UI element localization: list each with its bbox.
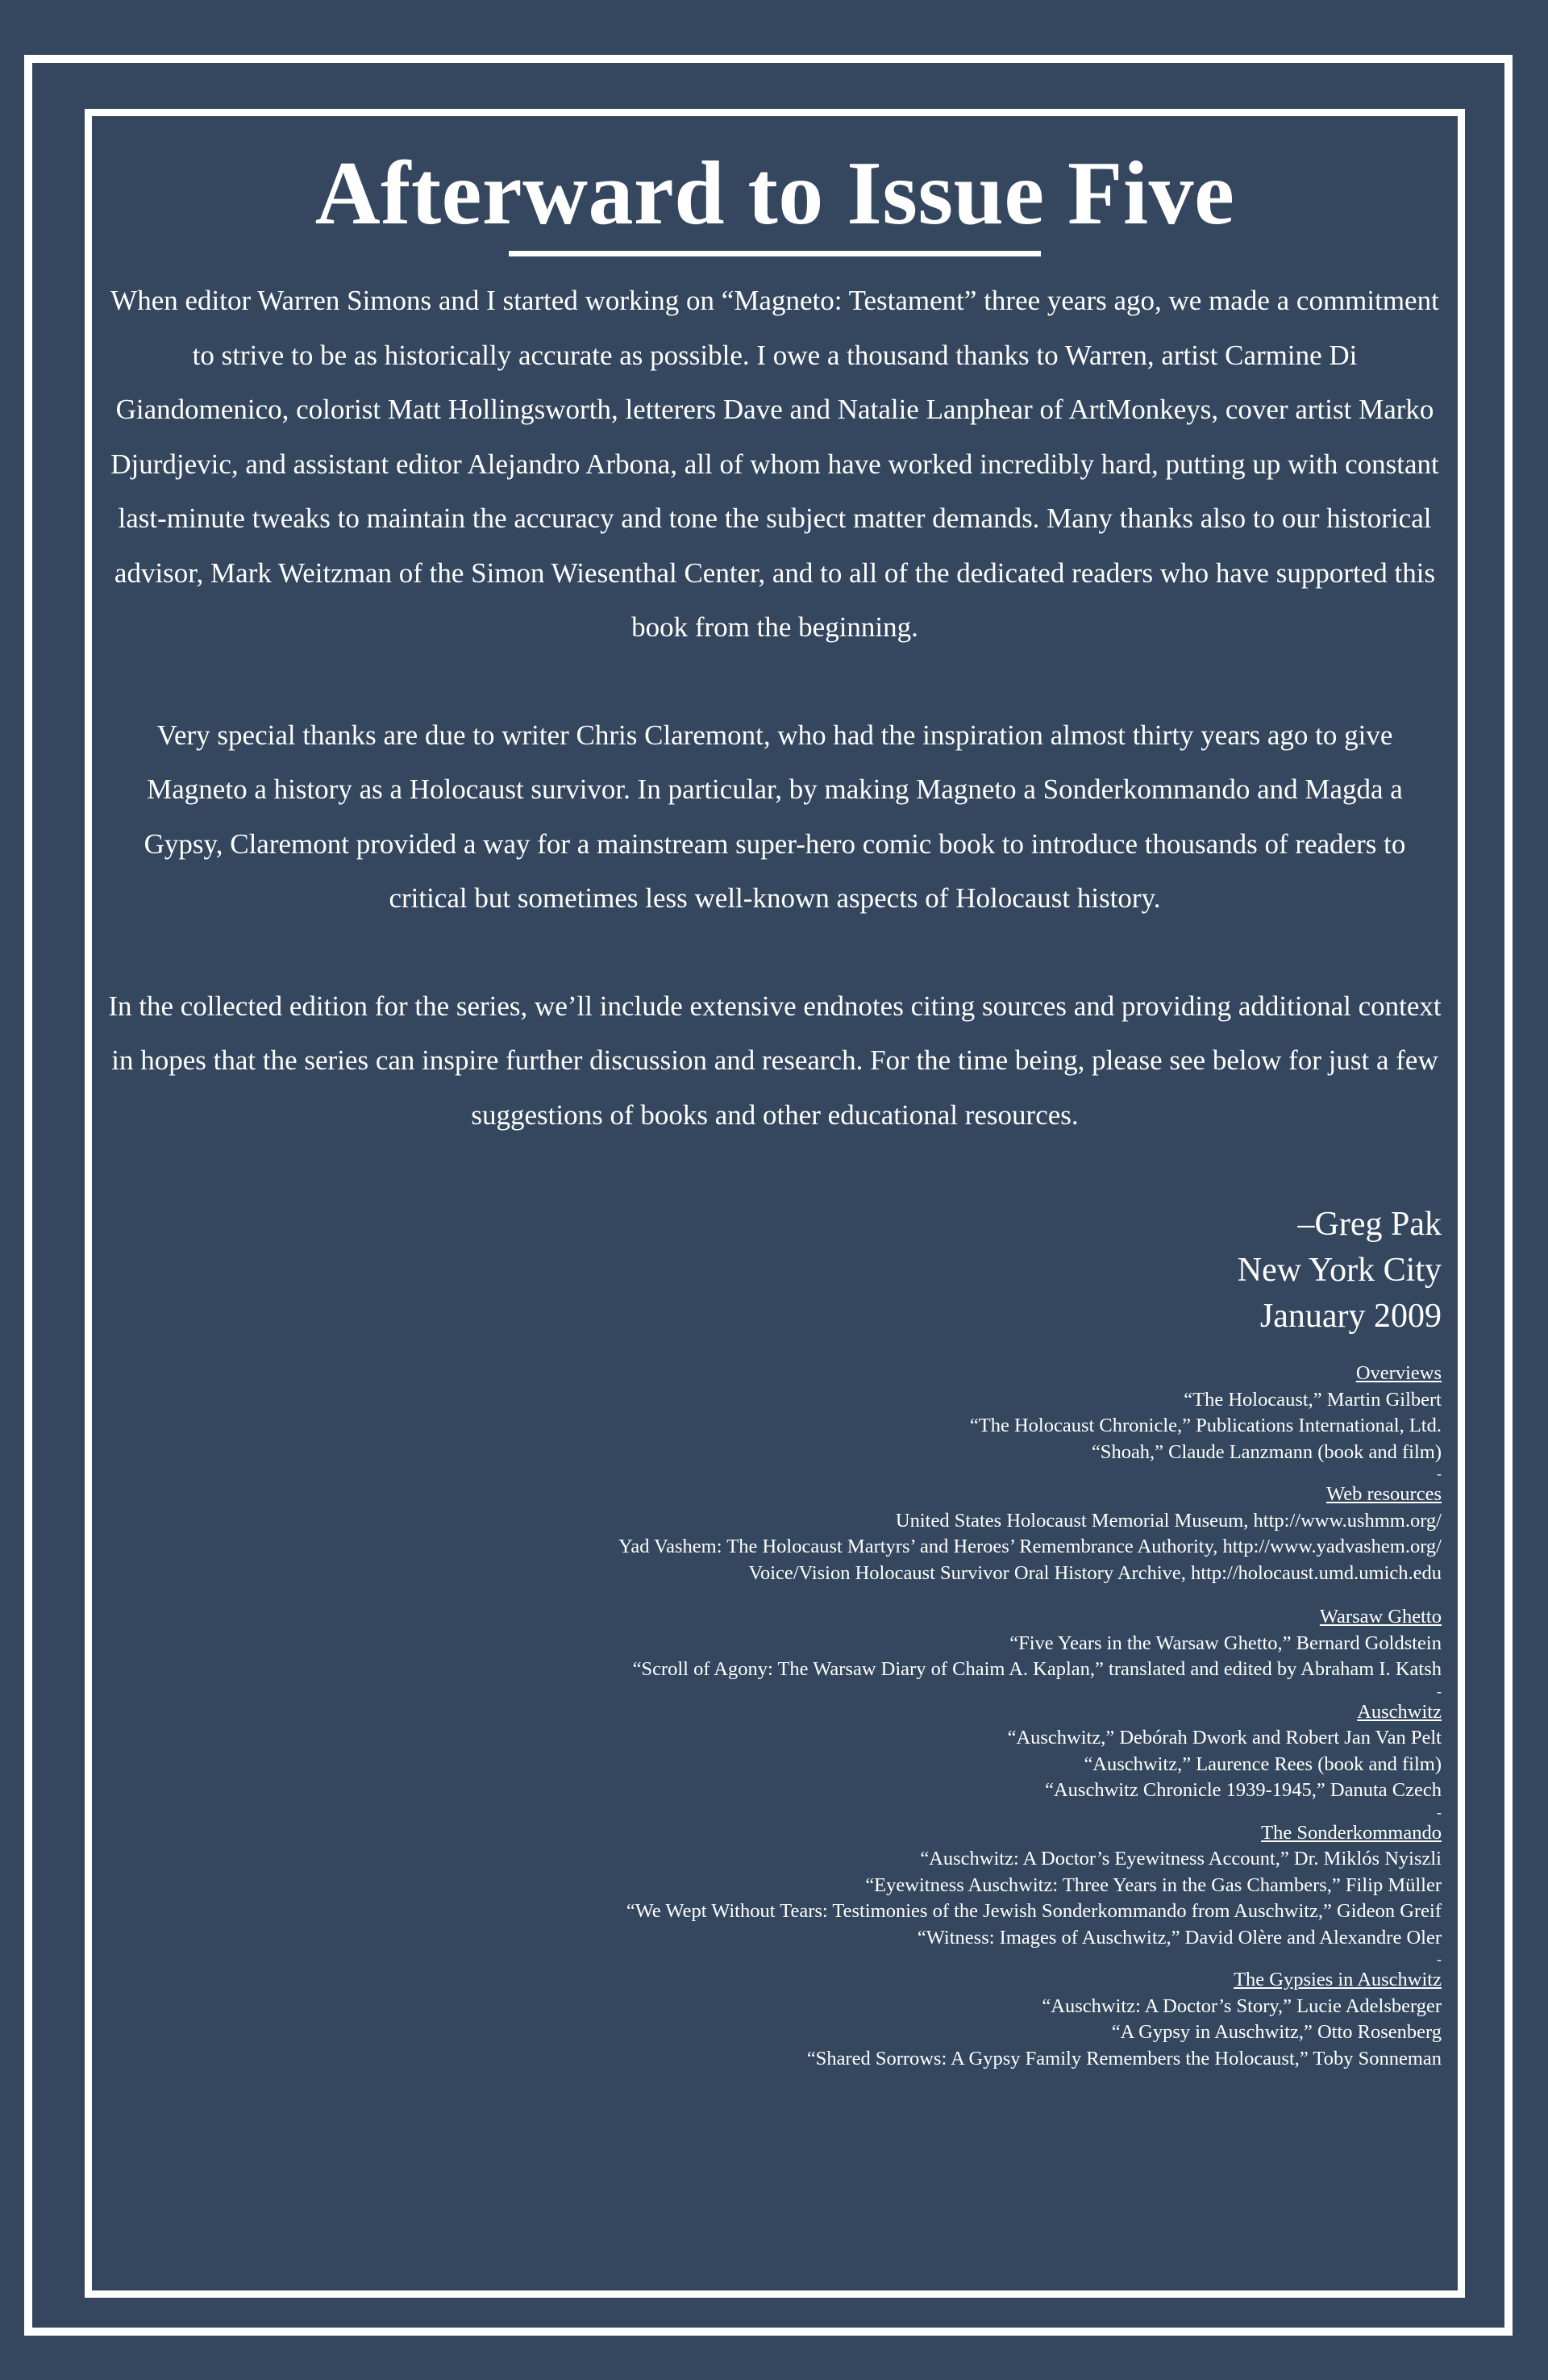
resource-item: “A Gypsy in Auschwitz,” Otto Rosenberg [1111, 2021, 1442, 2043]
resource-heading: The Gypsies in Auschwitz [1234, 1969, 1442, 1990]
resource-heading: The Sonderkommando [1261, 1821, 1442, 1844]
page-title: Afterward to Issue Five [314, 144, 1235, 244]
paragraph-acknowledgements: When editor Warren Simons and I started working on “Magneto: Testament” three years ago, we made a commitment to strive to be as historically accurate as possible. I owe a thousand thanks to Warren, artist Carmine Di Giandomenico, colorist Matt Hollingsworth, letterers Dave and Natalie Lanphear of ArtMonkeys, cover artist Marko Djurdjevic, and assistant editor Alejandro Arbona, all of whom have worked incredibly hard, putting up with constant last-minute tweaks to maintain the accuracy and tone the subject matter demands. Many thanks also to our historical advisor, Mark Weitzman of the Simon Wiesenthal Center, and to all of the dedicated readers who have supported this book from the beginning. [110, 285, 1439, 643]
resource-group-overviews [108, 1361, 1442, 1482]
resources-list [108, 1361, 1442, 2072]
afterword-content [108, 137, 1442, 2072]
author-date: January 2009 [1259, 1298, 1442, 1335]
resource-group-warsaw-ghetto [108, 1604, 1442, 1699]
resource-separator: - [1437, 1682, 1442, 1699]
resource-item: “Shared Sorrows: A Gypsy Family Remembers the Holocaust,” Toby Sonneman [806, 2047, 1442, 2069]
title-underline [509, 251, 1041, 256]
resource-item: “The Holocaust,” Martin Gilbert [1184, 1388, 1442, 1411]
signature-block [108, 1202, 1442, 1340]
resource-item: Voice/Vision Holocaust Survivor Oral History Archive, http://holocaust.umd.umich.edu [748, 1561, 1442, 1584]
resource-heading: Auschwitz [1357, 1700, 1442, 1723]
author-name: –Greg Pak [1297, 1206, 1442, 1243]
resource-heading: Warsaw Ghetto [1319, 1606, 1442, 1628]
resource-separator: - [1437, 1951, 1442, 1967]
resource-item: “Eyewitness Auschwitz: Three Years in the Gas Chambers,” Filip Müller [865, 1874, 1442, 1896]
resource-group-auschwitz [108, 1699, 1442, 1820]
author-place: New York City [1237, 1252, 1442, 1289]
resource-item: “The Holocaust Chronicle,” Publications International, Ltd. [969, 1415, 1442, 1436]
resource-item: “Auschwitz: A Doctor’s Eyewitness Account,” Dr. Miklós Nyiszli [920, 1848, 1442, 1869]
resource-item: “Scroll of Agony: The Warsaw Diary of Chaim A. Kaplan,” translated and edited by Abraham I. Katsh [632, 1658, 1442, 1680]
resource-spacer [108, 1586, 1442, 1604]
afterword-body [108, 273, 1442, 1142]
resource-item: “Witness: Images of Auschwitz,” David Olère and Alexandre Oler [917, 1926, 1442, 1949]
resource-item: “Auschwitz Chronicle 1939-1945,” Danuta Czech [1045, 1779, 1442, 1801]
resource-item: “We Wept Without Tears: Testimonies of the Jewish Sonderkommando from Auschwitz,” Gideon Greif [626, 1900, 1442, 1922]
resource-separator: - [1437, 1465, 1442, 1482]
resource-separator: - [1437, 1803, 1442, 1820]
resource-item: “Auschwitz,” Debórah Dwork and Robert Jan Van Pelt [1007, 1727, 1442, 1749]
resource-heading: Overviews [1355, 1362, 1442, 1384]
paragraph-collected-edition: In the collected edition for the series, we’ll include extensive endnotes citing sources and providing additional context in hopes that the series can inspire further discussion and research. For the time being, please see below for just a few suggestions of books and other educational resources. [108, 990, 1442, 1131]
resource-item: “Five Years in the Warsaw Ghetto,” Bernard Goldstein [1009, 1632, 1442, 1654]
resource-group-sonderkommando [108, 1820, 1442, 1968]
resource-item: “Auschwitz,” Laurence Rees (book and film) [1084, 1753, 1442, 1775]
resource-item: Yad Vashem: The Holocaust Martyrs’ and Heroes’ Remembrance Authority, http://www.yadvashem.org/ [618, 1536, 1442, 1557]
resource-item: United States Holocaust Memorial Museum, http://www.ushmm.org/ [895, 1509, 1442, 1532]
resource-item: “Auschwitz: A Doctor’s Story,” Lucie Adelsberger [1042, 1994, 1442, 2017]
resource-group-gypsies [108, 1967, 1442, 2072]
resource-heading: Web resources [1326, 1483, 1442, 1505]
paragraph-claremont: Very special thanks are due to writer Chris Claremont, who had the inspiration almost thirty years ago to give Magneto a history as a Holocaust survivor. In particular, by making Magneto a Sonderkommando and Magda a Gypsy, Claremont provided a way for a mainstream super-hero comic book to introduce thousands of readers to critical but sometimes less well-known aspects of Holocaust history. [144, 719, 1406, 914]
resource-group-web [108, 1482, 1442, 1604]
resource-item: “Shoah,” Claude Lanzmann (book and film) [1091, 1440, 1442, 1463]
